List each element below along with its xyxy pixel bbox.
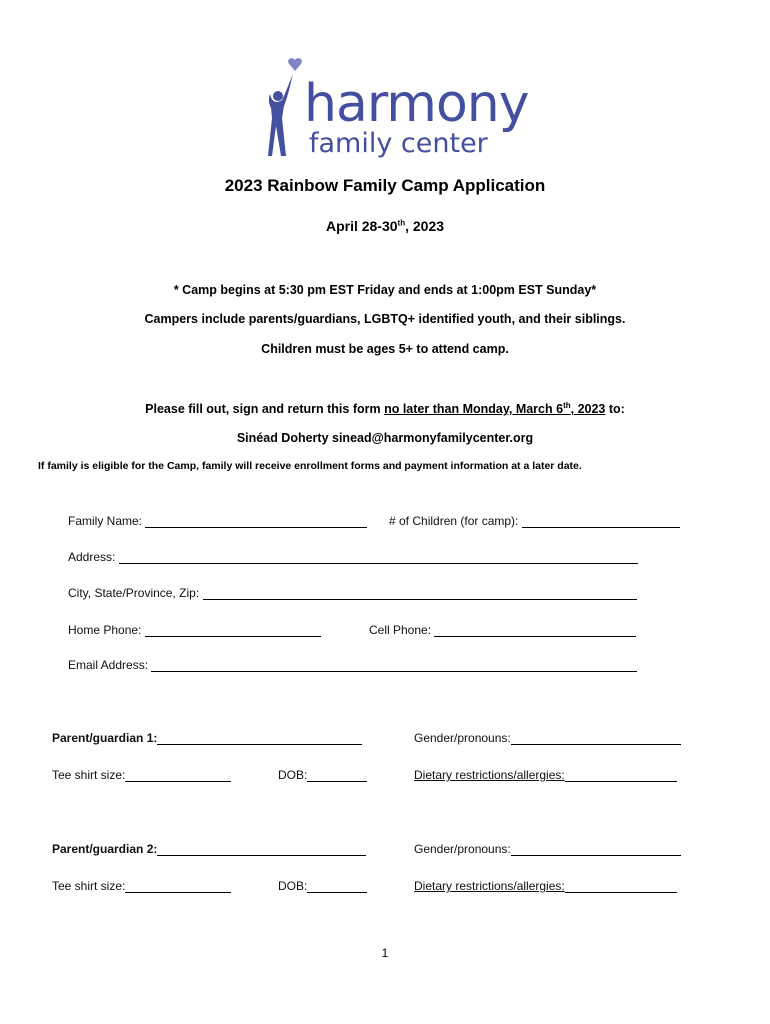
guardian2-gender-label: Gender/pronouns:: [414, 842, 511, 856]
deadline-sup: th: [563, 401, 571, 410]
cell-phone-field[interactable]: [369, 623, 636, 637]
deadline-year: , 2023: [570, 402, 606, 417]
guardian2-name-field[interactable]: [52, 842, 366, 856]
children-count-label: # of Children (for camp):: [389, 514, 519, 528]
guardian2-name-line[interactable]: [157, 843, 366, 856]
submit-deadline: [384, 402, 605, 416]
address-line[interactable]: [119, 551, 638, 564]
guardian1-name-line[interactable]: [157, 732, 362, 745]
contact-info: Sinéad Doherty sinead@harmonyfamilycenter.org: [236, 431, 534, 445]
eligibility-note: If family is eligible for the Camp, family will receive enrollment forms and payment information at a later date.: [38, 460, 582, 472]
guardian2-dob-line[interactable]: [307, 880, 367, 893]
guardian2-tee-label: Tee shirt size:: [52, 879, 126, 893]
guardian1-dob-label: DOB:: [278, 768, 308, 782]
camp-dates-prefix: April 28-30: [325, 218, 398, 234]
page-number: 1: [381, 946, 389, 960]
email-label: Email Address:: [68, 658, 149, 672]
guardian1-dietary-label: Dietary restrictions/allergies:: [414, 768, 565, 782]
guardian2-gender-field[interactable]: [414, 842, 681, 856]
guardian1-dietary-line[interactable]: [565, 769, 677, 782]
guardian2-dietary-field[interactable]: [414, 879, 677, 893]
home-phone-field[interactable]: [68, 623, 321, 637]
children-count-line[interactable]: [522, 515, 680, 528]
guardian2-label: Parent/guardian 2:: [52, 842, 158, 856]
family-name-field[interactable]: [68, 514, 367, 528]
guardian1-gender-label: Gender/pronouns:: [414, 731, 511, 745]
children-count-field[interactable]: [389, 514, 680, 528]
home-phone-label: Home Phone:: [68, 623, 142, 637]
guardian2-gender-line[interactable]: [511, 843, 681, 856]
logo-word-family-center: family center: [309, 128, 488, 159]
address-field[interactable]: [68, 550, 638, 564]
submit-suffix: to:: [605, 402, 625, 417]
page-title: 2023 Rainbow Family Camp Application: [224, 176, 546, 195]
guardian1-label: Parent/guardian 1:: [52, 731, 158, 745]
email-line[interactable]: [151, 659, 637, 672]
home-phone-line[interactable]: [145, 624, 321, 637]
guardian1-name-field[interactable]: [52, 731, 362, 745]
guardian2-dietary-label: Dietary restrictions/allergies:: [414, 879, 565, 893]
cell-phone-label: Cell Phone:: [369, 623, 432, 637]
guardian1-tee-label: Tee shirt size:: [52, 768, 126, 782]
address-label: Address:: [68, 550, 116, 564]
guardian1-tee-field[interactable]: [52, 768, 231, 782]
guardian2-dietary-line[interactable]: [565, 880, 677, 893]
guardian1-dob-line[interactable]: [307, 769, 367, 782]
city-state-zip-field[interactable]: [68, 586, 637, 600]
city-state-zip-label: City, State/Province, Zip:: [68, 586, 200, 600]
cell-phone-line[interactable]: [434, 624, 636, 637]
guardian2-dob-field[interactable]: [278, 879, 367, 893]
camp-times: * Camp begins at 5:30 pm EST Friday and ends at 1:00pm EST Sunday*: [173, 283, 597, 297]
family-name-line[interactable]: [145, 515, 367, 528]
logo-word-harmony: harmony: [304, 74, 529, 134]
camp-dates: [0, 218, 770, 234]
deadline-text: no later than Monday, March 6: [384, 402, 564, 417]
camp-dates-suffix: , 2023: [405, 218, 445, 234]
guardian1-gender-field[interactable]: [414, 731, 681, 745]
email-field[interactable]: [68, 658, 637, 672]
campers-info: Campers include parents/guardians, LGBTQ+ identified youth, and their siblings.: [144, 312, 626, 326]
submit-prefix: Please fill out, sign and return this form: [145, 402, 385, 417]
guardian1-dietary-field[interactable]: [414, 768, 677, 782]
family-name-label: Family Name:: [68, 514, 143, 528]
camp-dates-sup: th: [397, 218, 406, 228]
guardian2-tee-line[interactable]: [125, 880, 231, 893]
submit-instructions: [0, 401, 770, 416]
harmony-logo: [262, 56, 529, 166]
guardian1-tee-line[interactable]: [125, 769, 231, 782]
guardian1-gender-line[interactable]: [511, 732, 681, 745]
age-requirement: Children must be ages 5+ to attend camp.: [261, 342, 509, 356]
guardian2-dob-label: DOB:: [278, 879, 308, 893]
guardian2-tee-field[interactable]: [52, 879, 231, 893]
guardian1-dob-field[interactable]: [278, 768, 367, 782]
city-state-zip-line[interactable]: [203, 587, 637, 600]
